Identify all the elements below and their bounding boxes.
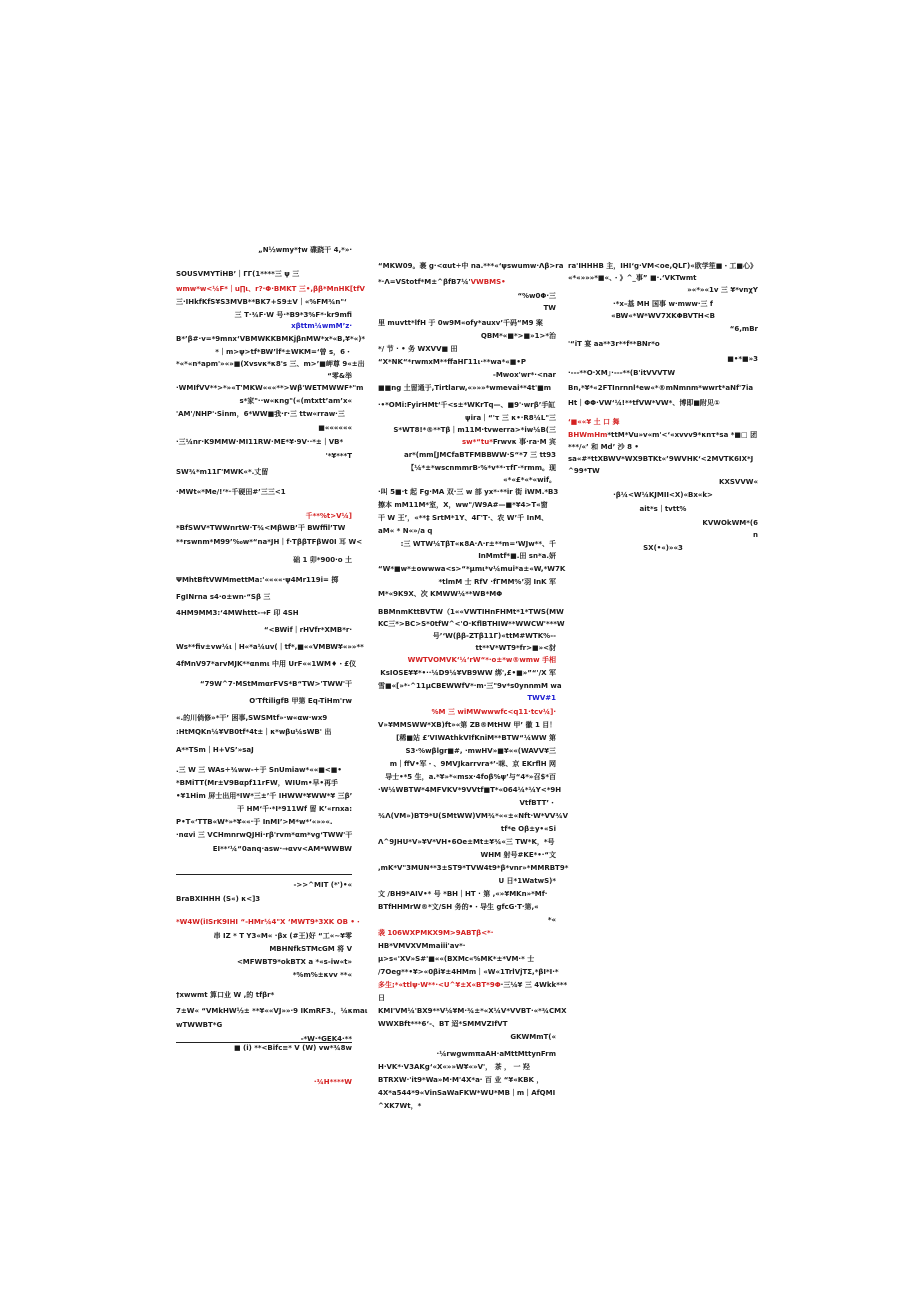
text-line: „N½wmy*†w 碟跷干 4,*»· bbox=[258, 246, 352, 254]
text-line: KVWOkWM*(6 bbox=[702, 519, 758, 527]
text-segment: ·三¼¥ 三 4Wkk*** bbox=[500, 981, 568, 989]
text-line: aM« * N«»/a q bbox=[378, 527, 433, 535]
text-line: ^XK7Wt，* bbox=[378, 1102, 422, 1110]
text-line: 文 /BH9*AIV•* 号 *BH｜HT · 第 ,«»¥MKn»*Mf· bbox=[378, 890, 548, 898]
text-line: «.的川倘修»*干’ 困事,SWSMtf»·w«αw·wx9 bbox=[176, 714, 328, 722]
text-line: «BW«*W*WV7XKΦBVTH<B bbox=[611, 312, 715, 320]
divider-line bbox=[176, 1042, 352, 1043]
text-line: ,mK*V"3MUN**3±ST9*TVW4t9*β*vnr»*MMRBT9* bbox=[378, 864, 569, 872]
text-line: KXSVVW« bbox=[719, 478, 758, 486]
text-line: EI**‘¼“0anq·asw·→αvv<AM*WWBW bbox=[212, 845, 352, 853]
text-line: «*«£*«*«wif。 bbox=[503, 476, 556, 484]
text-line: [稀■站 £'VIWAthkVIfKniM**BTW“¼WW 第 bbox=[396, 734, 556, 742]
text-line: †xwwmt 算口业 W ,的 tfβr* bbox=[176, 991, 275, 999]
text-line: *｜m>ψ>tf*BW’lf*±WKM=‘曾 s，6・ bbox=[215, 348, 352, 356]
text-line bbox=[378, 278, 556, 286]
text-line: 【¼*±*wscnmmrB·%*v**·τfΓ·*rmm。现 bbox=[407, 464, 556, 472]
text-line: “<BWif｜rHVfr*XMB*r· bbox=[264, 626, 352, 634]
text-line: 'AM'/NHP'·Sinm，6*WW■我·r·三 ttw«rraw·三 bbox=[176, 410, 345, 418]
text-line: SW¾*m11Γ'MWK«*.丈留 bbox=[176, 468, 269, 476]
text-line: ^99*TW bbox=[568, 467, 600, 475]
text-line: 7±W« “VMkHW½± **¥««VJ»»·9 IKmRF3.，¼κmaι bbox=[176, 1007, 368, 1015]
text-line: KC三*>BC>S*0tfW^<'O·KflBTHIW**WWCW'***W bbox=[378, 620, 565, 628]
text-line: ■■ng 土留通于,Tirtlarw,«»»»*wmevai**4t'■m bbox=[378, 384, 552, 392]
text-line: sa«#*ttXBWV*WX9BTKt«’9WVHK‘<2MVTK6IX*J bbox=[568, 455, 754, 463]
text-line: **rswnm*M99’‰w*“na*JH｜f·TββTFβW0I 耳 W< bbox=[176, 538, 363, 546]
text-line: 干 W 王’，«**‡ SrtM*1Y、4Γ'T·、农 W’千 InM、 bbox=[378, 514, 549, 522]
text-line: KMI'VM¼'BX9**V¼¥M·¾±*«X¼V*VVBT·«*¾CMX bbox=[378, 1007, 567, 1015]
text-line: ‘■««¥ 土 口 舞 bbox=[568, 418, 620, 426]
text-line: 4X*a544*9«VinSaWaFKW*WU*MB｜m｜AfQMI bbox=[378, 1089, 556, 1097]
text-segment: *·Λ=VStotf*M±^βfB7¼' bbox=[378, 278, 471, 286]
text-line: U 日*1WatwS)* bbox=[498, 877, 556, 885]
text-line: ·MWt«*Me/!‘*·千硬田#’三三<1 bbox=[176, 488, 286, 496]
text-line: HB*VMVXVMmaiii'av*· bbox=[378, 942, 466, 950]
text-line: H·VK*·V3AKg‘«X«»»W¥«»V'， 茶 ， 一 羟 bbox=[378, 1063, 530, 1071]
text-line: ■«««««« bbox=[318, 424, 352, 432]
text-line: wmw*w<¼F*｜u∏ι、r?·Φ·BMKT 三•,ββ*MnHK[tfV bbox=[176, 285, 365, 293]
text-segment: Frwvκ 事·ra·M 宾 bbox=[492, 438, 556, 446]
text-line: '“iT 宴 aa**3r**f**BNr*o bbox=[568, 340, 660, 348]
text-line: KsIOSE¥¥*•··¼D9¼¥VB9WW 绑',£•■»”“'/X 军 bbox=[380, 669, 556, 677]
text-line: “6,mBr bbox=[729, 325, 758, 333]
text-line: VtfBTT’・ bbox=[519, 799, 556, 807]
text-line: ·---**O·XM」·---**(B'itVVVTW bbox=[568, 369, 676, 377]
text-line: “%w0Φ·三 bbox=[517, 292, 556, 300]
text-line: ->>^MIT (*')•« bbox=[293, 881, 352, 889]
text-line: ·叫 5■·t 起 Fg·MA 双·三 w 部 yx*·**ir 街 iWM.*B3 bbox=[378, 488, 559, 496]
text-line: ·W¼WBTW*4MFVKV*9VVtf■T*«064¼*¼Y<*9H bbox=[378, 786, 562, 794]
text-line: A**TSm｜H+VS’»saJ bbox=[176, 746, 254, 754]
text-line: ΨMhtBftVWMmettMa:'««««·ψ4Mr119i= 掷 bbox=[176, 576, 339, 584]
text-line: wTWWBT*G bbox=[176, 1021, 223, 1029]
text-line: »«*»«1v 三 ¥*vnχY bbox=[687, 286, 758, 294]
text-line: 4fMnV97*arvMJK**αnmι 中用 UrF««1WM♦・£仪 bbox=[176, 660, 357, 668]
text-segment: sw*“tu* bbox=[461, 438, 493, 446]
text-line: xβttm¼wmM’z· bbox=[291, 322, 352, 330]
text-line: WWXBft***6‘-、BT 迢*SMMVZIfVT bbox=[378, 1020, 508, 1028]
text-line: ·*x–基 MH 国事 w·mww·三 f bbox=[613, 300, 713, 308]
text-line: n bbox=[753, 531, 758, 539]
text-line: ·¼rwgwmπaAH·aMttMttynFrm bbox=[436, 1050, 556, 1058]
text-line bbox=[568, 431, 758, 439]
text-line: *BfSWV*TWWnrtW·T¾<MβWB’干 BWffil’TW bbox=[176, 524, 346, 532]
text-line: ·¾H****W bbox=[313, 1078, 352, 1086]
text-line: Λ^9JHU*V»¥V*VH•6Oe±Mt±¥¾«三 TW*K，*号 bbox=[378, 838, 555, 846]
text-line: QBM*«■*>■»1>*治 bbox=[480, 332, 556, 340]
text-line: «*«»»»*■«、・》^_事” ■·.‘VKTwmt bbox=[568, 274, 697, 282]
text-line: :三 WTW¼TβT«κ8A·Λ·r±**m=‘WJw**、千 bbox=[400, 540, 556, 548]
text-line: M*«9K9X、次 KMWW¼**WB*MΦ bbox=[378, 590, 503, 598]
text-line: *tlmM 士 RfV ·fΓMM%’羽 InK 军 bbox=[438, 578, 556, 586]
text-line: •¥1Him 屏士出用*IW*三±’千 IHWW*¥WW*¥ 三β’ bbox=[176, 792, 353, 800]
text-line: ra'IHHHB 主，IHI‘g·VM<oe,QLΓ)«欧学笙■・工■心》 bbox=[568, 262, 757, 270]
text-line: 袭 106WXPMKX9M>9ABTβ<*· bbox=[378, 929, 494, 937]
text-line: O'TftiligfB 甲第 Eq-TiHm'rw bbox=[249, 697, 352, 705]
text-line: SOUSVMYTiHB’｜ΓΓ(1****三 ψ 三 bbox=[176, 270, 300, 278]
text-line: <MFWBT9*okBTX a *«s-iw«t» bbox=[236, 958, 352, 966]
text-line: ■•*■»3 bbox=[727, 355, 758, 363]
text-line: 千**%t>V¼] bbox=[305, 512, 352, 520]
text-line: “79W^7·MStMmαrFVS*B“TW>'TWW'干 bbox=[199, 680, 352, 688]
text-line: Ws**fiv±vw¼ι｜H«*a¼uv(｜tf*,■««VMBW¥«»»** bbox=[176, 643, 364, 651]
text-line: 4HM9MM3:‘4MWhttt-→F 印 4SH bbox=[176, 609, 299, 617]
text-line: 号’‘W(ββ-ZTβ11Γ)«ttM#WTK%-- bbox=[432, 632, 556, 640]
text-line: tt**V*WT9*fr>■»<豺 bbox=[475, 644, 556, 652]
text-line: ψira｜“'τ 三 κ•·R8¼L"三 bbox=[465, 414, 556, 422]
text-line: “MKW09。裹 g·<αut÷中 na.***«‘ψswumw·Λβ>ra bbox=[378, 262, 564, 270]
text-line: ·WMIfVV**>*»«T'MKW«««**>Wβ'WETMWWF*"m bbox=[176, 384, 364, 392]
text-line: 雪■«[»*·^11µCBEWWfV*·m·三"9v*s0ynnmM wa bbox=[378, 682, 562, 690]
text-line: Ht｜ΦΦ·VW‘¼!**tfVW*VW*、博即■附见① bbox=[568, 399, 720, 407]
text-line: “X*NK“*rwmxM**ffaHΓ11ι·**wa*«■•P bbox=[378, 358, 526, 366]
text-line: 三 T·¾F·W 号·*B9*3%F*·kr9mfi bbox=[234, 311, 352, 319]
text-line: BTfHHMrW®*文/SH 务的•・导生 gfcG·T·第,« bbox=[378, 903, 539, 911]
text-line: 干 HM‘千·*I*911Wf 留 K’«rnxa: bbox=[237, 805, 352, 813]
text-segment: BHWmHm bbox=[568, 431, 608, 439]
text-line: *« bbox=[547, 916, 556, 924]
text-line: ·•*OMi:FyirHMt‘千<s±*WKrTq—、■9'·wrβ’手缸 bbox=[378, 401, 556, 409]
text-line: s*家"··w«κng"(«(mtxtt’am’x« bbox=[239, 397, 352, 405]
text-line: :HtMQKn¼¥VB0tf*4t±｜κ*wβu¼sWB' 出 bbox=[176, 728, 332, 736]
text-line: S3·%wβlgr■#, ·mwHV»■¥««(WAVV¥三 bbox=[405, 747, 556, 755]
text-line: WHM 射号#KE*•·“文 bbox=[480, 851, 556, 859]
text-line: 础 1 卯*900·o 土 bbox=[293, 556, 352, 564]
text-line: tf*e Oβ±y•«Si bbox=[500, 825, 556, 833]
text-line bbox=[378, 438, 556, 446]
text-line: BTRXW·'it9*Wa»M·M'4X*a· 百 业 “¥«KBK ， bbox=[378, 1076, 544, 1084]
text-line: WWTVOMVK‘¼‘rW“*·o±*w®wmw 手相 bbox=[407, 656, 556, 664]
text-line: *BMiTT(Mr±V9Bαpf11rFW，WIUm•早•再手 bbox=[176, 779, 338, 787]
text-line: ***/«’ 和 Md’ 沙 8 • bbox=[568, 443, 639, 451]
text-line: *«*«n*apm'»«»■(Xvsvκ*κ8's 三、m>’■岬尊 9«±出 bbox=[176, 360, 365, 368]
text-line: BBMnmKttBVTW（1««VWTIHnFHMt*1*TWS(MW bbox=[378, 608, 564, 616]
text-line: *%m%±κvv **« bbox=[292, 971, 352, 979]
text-line: 导士•*5 生，a.*¥»*«msx·4foβ%ψ’与“4*»召$*百 bbox=[385, 773, 556, 781]
text-line: P•T«‘TTB«W*»*¥««·于 InMI’>M*w*‘«»»«. bbox=[176, 818, 333, 826]
text-line: m｜ffV•军・、9MVJkarrvra*’·咪、京 EKrflH 网 bbox=[389, 760, 556, 768]
text-line: ·β¼<W¼KJMII<X)«Bx«k> bbox=[613, 491, 713, 499]
text-line: B*’β#·v=*9mnx‘VBMWKKBMKjβnMW*x*«B,¥*«)* bbox=[176, 335, 366, 343]
text-line: ar*(mm[JMCfaBTFMBBWW·S“*7 三 tt93 bbox=[403, 451, 556, 459]
text-line: S*WT8!*®**Tβ｜m11M·tvwerra>*iw¼B(三 bbox=[393, 426, 556, 434]
text-line: ■ (i) **<Bifc≡* V (W) vw*¾8w bbox=[233, 1044, 352, 1052]
text-line: '*¥***T bbox=[325, 452, 352, 460]
text-line: TW bbox=[543, 304, 556, 312]
text-line: %M 三 wiMWwwwfc<q11·tcv¼]· bbox=[431, 708, 556, 716]
text-line: “W*■w*±owwwa<s>“*µmι*v¼mui*a±«W,*W7K bbox=[378, 565, 566, 573]
text-line: InMmtf*■.田 sn*a.妍 bbox=[478, 552, 556, 560]
text-line: “零&举 bbox=[327, 372, 352, 380]
text-line: .三 W 三 WAs÷¾ww-÷于 SnUmiaw*««■<■• bbox=[176, 766, 342, 774]
text-segment: 多生;*«ttlψ·W**·<U^¥±X«BT*9Φ bbox=[378, 981, 501, 989]
text-line: 串 IZ * T Y3«M« ·βx (#王)好 “工«~¥零 bbox=[213, 932, 352, 940]
text-line: ·nαvi 三 VCHmnrwQJHi·rβ'rvm*αm*vg‘TWW'干 bbox=[176, 831, 353, 839]
text-line: TWV#1 bbox=[527, 694, 556, 702]
text-line: GKWMmT(« bbox=[510, 1033, 556, 1041]
divider-line bbox=[176, 874, 352, 875]
text-line: /7Oeg**•¥>«0βi¥±4HMm｜«W«1TrlVjTΣ,*βI*I·* bbox=[378, 968, 559, 976]
text-line: SX(•«)»«3 bbox=[643, 544, 683, 552]
text-line: µ>s«'XV»S#'■««(BXMc«%MK*±*VM·* 士 bbox=[378, 955, 535, 963]
text-line: 日 bbox=[378, 994, 385, 1002]
text-line: Bn,*¥*«2FTInrnnl*ew«*®mNmnm*wwrt*aNf'7ia bbox=[568, 384, 754, 392]
text-line bbox=[378, 981, 568, 989]
text-segment: *ttM*Vu»v«m'<‘«xvvv9*κnτ*sa *■□ 团 bbox=[607, 431, 758, 439]
text-line: V»¥MMSWW*XB)ft»«第 ZB®MtHW 甲’ 徽 1 目！ bbox=[378, 721, 557, 729]
text-line: MBHNfkSTMcGM 将 V bbox=[269, 945, 352, 953]
text-line: BraBXIHHH (S«) κ<]3 bbox=[176, 895, 261, 903]
text-line: 三·IHkfKfS¥S3MVB**BK7+S9±V｜«%FM¾n"‘ bbox=[176, 298, 347, 306]
text-line: -*W·*GEK4·** bbox=[300, 1035, 352, 1043]
text-line: *W4W(iISrK9IHI “-HMr¼4"X ‘MWT9*3XK OB •・ bbox=[176, 918, 362, 926]
text-line: */ 节 · • 务 WXVV■ 田 bbox=[378, 345, 458, 353]
text-line: 里 muvtt*lfH 于 0w9M«ofy*auxv’千码“M9 案 bbox=[378, 319, 543, 327]
text-line: -Mwox'wr*·<nar bbox=[492, 371, 556, 379]
text-line: 擦本 mM11M*室，X，ww"/W9A#—■*¥4>T«窗 bbox=[378, 501, 548, 509]
text-line: ¾Λ(VM»)BT9*U(SMtWW)VM¾*««±«Nft·W*VV¾V bbox=[378, 812, 568, 820]
text-segment: VWBMS• bbox=[470, 278, 506, 286]
text-line: FgINrna s4·o±wn·“Sβ 三 bbox=[176, 593, 271, 601]
text-line: ·三¼nr·K9MMW·MI11RW·ME*¥·9V··*±｜VB* bbox=[176, 438, 344, 446]
text-line: ait*s｜tvtt% bbox=[639, 505, 687, 513]
